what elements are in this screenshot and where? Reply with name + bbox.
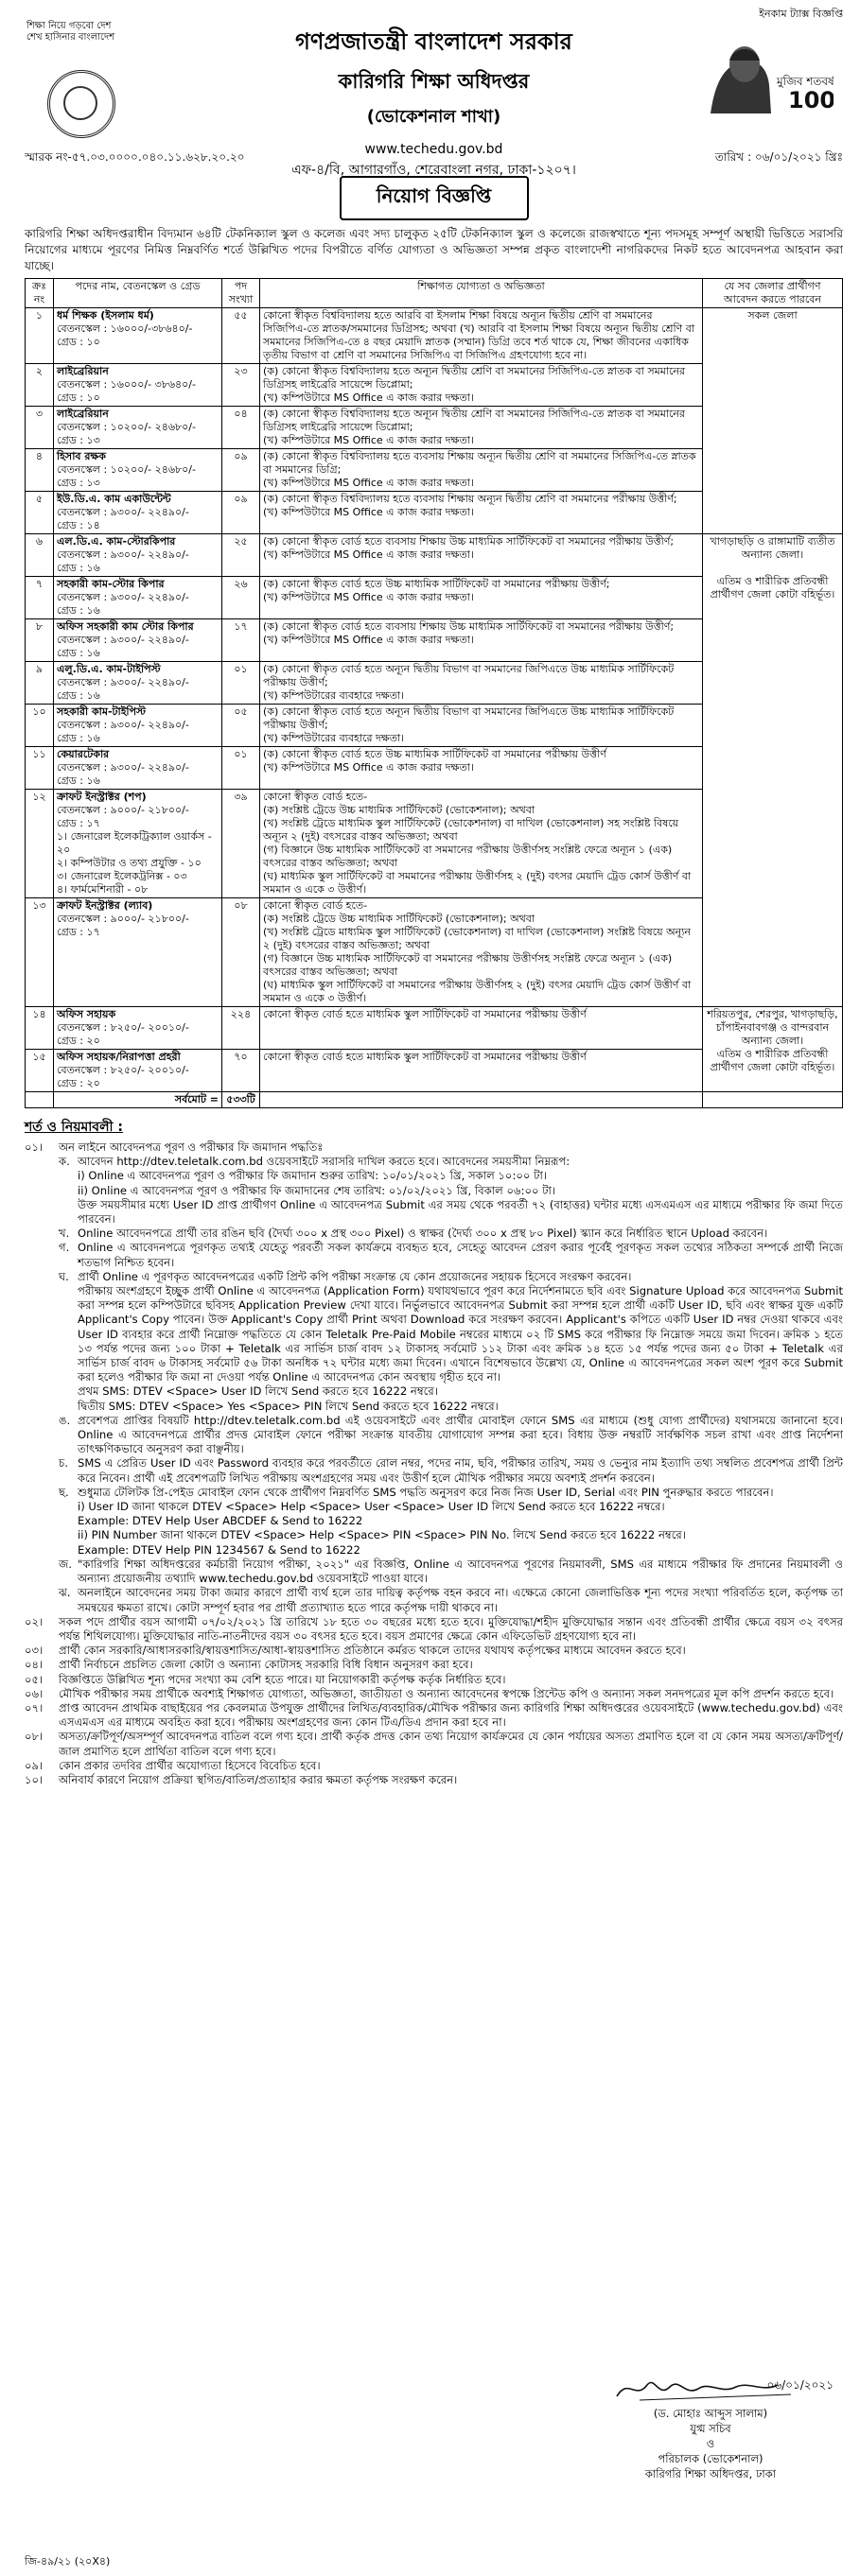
condition-item (25, 1701, 843, 1730)
row-post (54, 449, 222, 492)
condition-number: ০২। (25, 1614, 44, 1628)
slogan-line-2: শেখ হাসিনার বাংলাদেশ (26, 32, 115, 43)
post-name: লাইব্রেরিয়ান (57, 365, 109, 377)
row-count: ০৫ (222, 705, 260, 747)
row-qualification: (ক) কোনো স্বীকৃত বিশ্ববিদ্যালয় হতে ব্যবসায় শিক্ষায় অন্যূন দ্বিতীয় শ্রেণি বা সমমানের পরীক্ষায় উত্তীর্ণ; (খ) কম্পিউটারে MS Office এ কাজ করার দক্ষতা। (260, 492, 703, 534)
row-post (54, 619, 222, 662)
condition-number: ০৪। (25, 1658, 44, 1672)
row-serial: ১৩ (26, 898, 54, 1007)
row-serial: ১১ (26, 747, 54, 790)
post-name: কেয়ারটেকার (57, 748, 110, 760)
row-count: ২৫ (222, 534, 260, 577)
subitem-text: প্রবেশপত্র প্রাপ্তির বিষয়টি http://dtev.teletalk.com.bd এই ওয়েবসাইটে এবং প্রার্থীর মোবাইল ফোনে SMS এর মাধ্যমে (শুধু যোগ্য প্রার্থীদের) যথাসময়ে জানানো হবে। Online এ আবেদনপত্রে প্রার্থীর প্রদত্ত মোবাইল ফোনে পরীক্ষা সংক্রান্ত যাবতীয় যোগাযোগ সম্পন্ন করা হবে। বিধায় উক্ত নম্বরটি সার্বক্ষণিক সচল রাখা এবং প্রাপ্ত নির্দেশনা তাৎক্ষণিকভাবে অনুসরণ করা বাঞ্ছনীয়। (78, 1413, 843, 1456)
condition-number: ০৩। (25, 1644, 44, 1658)
row-count: ৭০ (222, 1050, 260, 1092)
condition-subitem (25, 1227, 843, 1241)
post-scale: বেতনস্কেল : ১৬০০০/-৩৮৬৪০/- গ্রেড : ১০ (57, 322, 193, 348)
post-name: হিসাব রক্ষক (57, 450, 106, 462)
row-post (54, 308, 222, 364)
row-qualification: (ক) কোনো স্বীকৃত বিশ্ববিদ্যালয় হতে অন্যূন দ্বিতীয় শ্রেণি বা সমমানের সিজিপিএ-তে স্নাতক বা সমমানের ডিগ্রিসহ লাইব্রেরি সায়েন্সে ডিপ্লোমা; (খ) কম্পিউটারে MS Office এ কাজ করার দক্ষতা। (260, 364, 703, 407)
post-scale: বেতনস্কেল : ৯০০০/- ২১৮০০/- গ্রেড : ১৭ ১। জেনারেল ইলেকট্রিক্যাল ওয়ার্কস - ২০ ২। কম্পিউটার ও তথ্য প্রযুক্তি - ১০ ৩। জেনারেল ইলেকট্রনিক্স - ০৩ ৪। ফার্মমেশিনারী - ০৮ (57, 804, 212, 896)
memo-number: স্মারক নং-৫৭.০৩.০০০০.০৪০.১১.৬২৮.২০.২০ (25, 150, 245, 164)
row-qualification: কোনো স্বীকৃত বোর্ড হতে মাধ্যমিক স্কুল সার্টিফিকেট বা সমমানের পরীক্ষায় উত্তীর্ণ (260, 1007, 703, 1050)
row-serial: ১২ (26, 790, 54, 898)
condition-subitem (25, 1241, 843, 1269)
condition-item (25, 1687, 843, 1701)
post-name: লাইব্রেরিয়ান (57, 408, 109, 420)
condition-item (25, 1759, 843, 1773)
row-count: ৩৯ (222, 790, 260, 898)
condition-text: অসত্য/ক্রটিপূর্ণ/অসম্পূর্ণ আবেদনপত্র বাতিল বলে গণ্য হবে। প্রার্থী কর্তৃক প্রদত্ত কোন তথ্য নিয়োগ কার্যক্রমের যে কোন পর্যায়ের অসত্য প্রমাণিত হলে বা যে কোন সময় অসত্য/ক্রটিপূর্ণ/জাল প্রমাণিত হলে প্রার্থিতা বাতিল বলে গণ্য হবে। (59, 1730, 843, 1758)
row-count: ২২৪ (222, 1007, 260, 1050)
row-qualification: (ক) কোনো স্বীকৃত বোর্ড হতে অন্যূন দ্বিতীয় বিভাগ বা সমমানের জিপিএতে উচ্চ মাধ্যমিক সার্টিফিকেট পরীক্ষায় উত্তীর্ণ; (খ) কম্পিউটারের ব্যবহারে দক্ষতা। (260, 662, 703, 705)
condition-text: অন লাইনে আবেদনপত্র পূরণ ও পরীক্ষার ফি জমাদান পদ্ধতিঃ (59, 1140, 324, 1154)
post-scale: বেতনস্কেল : ৯৩০০/- ২২৪৯০/- গ্রেড : ১৪ (57, 506, 189, 531)
condition-subitem (25, 1558, 843, 1586)
post-scale: বেতনস্কেল : ৯৩০০/- ২২৪৯০/- গ্রেড : ১৬ (57, 676, 189, 702)
signature-block (588, 2372, 834, 2481)
intro-paragraph: কারিগরি শিক্ষা অধিদপ্তরাধীন বিদ্যমান ৬৪টি টেকনিক্যাল স্কুল ও কলেজ এবং সদ্য চালুকৃত ২৫টি টেকনিক্যাল স্কুল ও কলেজে রাজস্বখাতে শূন্য পদসমূহ সম্পূর্ণ অস্থায়ী ভিত্তিতে সরাসরি নিয়োগের মাধ্যমে পূরণের নিমিত্ত নিম্নবর্ণিত শর্তে উল্লিখিত পদের বিপরীতে বর্ণিত যোগ্যতা ও অভিজ্ঞতা সম্পন্ন প্রকৃত বাংলাদেশী নাগরিকদের নিকট হতে আবেদনপত্র আহবান করা যাচ্ছে। (25, 227, 843, 272)
row-qualification: কোনো স্বীকৃত বোর্ড হতে- (ক) সংশ্লিষ্ট ট্রেডে উচ্চ মাধ্যমিক সার্টিফিকেট (ভোকেশনাল); অথবা (খ) সংশ্লিষ্ট ট্রেডে মাধ্যমিক স্কুল সার্টিফিকেট (ভোকেশনাল) বা দাখিল (ভোকেশনাল) সহ সংশ্লিষ্ট বিষয়ে অন্যূন ২ (দুই) বৎসরের বাস্তব অভিজ্ঞতা; অথবা (গ) বিজ্ঞানে উচ্চ মাধ্যমিক সার্টিফিকেট বা সমমানের পরীক্ষায় উত্তীর্ণসহ সংশ্লিষ্ট ফেত্রে অন্যূন ১ (এক) বৎসরের বাস্তব অভিজ্ঞতা; অথবা (ঘ) মাধ্যমিক স্কুল সার্টিফিকেট বা সমমানের পরীক্ষায় উত্তীর্ণসহ ২ (দুই) বৎসর মেয়াদি ট্রেড কোর্স উত্তীর্ণ বা সমমান ও একে ৩ উত্তীর্ণ। (260, 790, 703, 898)
subitem-letter: চ. (59, 1456, 68, 1471)
department-name: কারিগরি শিক্ষা অধিদপ্তর (338, 70, 530, 93)
subitem-letter: খ. (59, 1227, 70, 1241)
subitem-text: প্রার্থী Online এ পূরণকৃত আবেদনপত্রের একটি প্রিন্ট কপি পরীক্ষা সংক্রান্ত যে কোন প্রয়োজনের সহায়ক হিসেবে সংরক্ষণ করবেন। পরীক্ষায় অংশগ্রহণে ইচ্ছুক প্রার্থী Online এ আবেদনপত্র (Application Form) যথাযথভাবে পূরণ করে নির্দেশনামতে ছবি এবং Signature Upload করে আবেদনপত্র Submit করা সম্পন্ন হলে কম্পিউটারে ছবিসহ Application Preview দেখা যাবে। নির্ভুলভাবে আবেদনপত্র Submit করা সম্পন্ন হলে প্রার্থী একটি User ID, ছবি এবং স্বাক্ষর যুক্ত একটি Applicant's Copy পাবেন। উক্ত Applicant's Copy প্রার্থী Print অথবা Download করে সংরক্ষণ করবেন। Applicant's কপিতে একটি User ID নম্বর দেওয়া থাকবে এবং User ID ব্যবহার করে প্রার্থী নিম্নোক্ত পদ্ধতিতে যে কোন Teletalk Pre-Paid Mobile নম্বরের মাধ্যমে ০২ টি SMS করে পরীক্ষার ফি নিম্নোক্ত সময়ে জমা দিবেন। ক্রমিক ১ হতে ১৩ পর্যন্ত পদের জন্য ১০০ টাকা + Teletalk এর সার্ভিস চার্জ বাবদ ১২ টাকাসহ সর্বমোট ১১২ টাকা এবং ক্রমিক ১৪ হতে ১৫ পর্যন্ত পদের জন্য ৫০ টাকা + Teletalk এর সার্ভিস চার্জ বাবদ ৬ টাকাসহ সর্বমোট ৫৬ টাকা অনধিক ৭২ ঘন্টার মধ্যে জমা দিবেন। এখানে বিশেষভাবে উল্লেখ্য যে, Online এ আবেদনপত্রের সকল অংশ পূরণ করে Submit করা হলেও পরীক্ষার ফি জমা না দেওয়া পর্যন্ত Online এ আবেদনপত্র কোন অবস্থায় গৃহীত হবে না। প্রথম SMS: DTEV <Space> User ID লিখে Send করতে হবে 16222 নম্বরে। দ্বিতীয় SMS: DTEV <Space> Yes <Space> PIN লিখে Send করতে হবে 16222 নম্বরে। (78, 1269, 843, 1413)
post-scale: বেতনস্কেল : ৯৩০০/- ২২৪৯০/- গ্রেড : ১৬ (57, 634, 189, 659)
subitem-text: অনলাইনে আবেদনের সময় টাকা জমার কারণে প্রার্থী ব্যর্থ হলে তার দায়িত্ব কর্তৃপক্ষ বহন করবে না। এক্ষেত্রে কোনো জেলাভিত্তিক শূন্য পদের সংখ্যা পরিবর্তিত হলে, কর্তৃপক্ষ তা সমন্বয়ের ক্ষমতা রাখে। কোটা সম্পূর্ণ হবার পর প্রার্থী প্রত্যাখ্যাত হতে পারে কর্তৃপক্ষ দায়ী থাকবে না। (78, 1586, 843, 1614)
row-count: ০৯ (222, 492, 260, 534)
footer-code: জি-৪৯/২১ (২০X৪) (25, 2555, 111, 2567)
svg-text:100: 100 (788, 87, 834, 113)
total-row (26, 1092, 843, 1108)
row-serial: ৮ (26, 619, 54, 662)
row-post (54, 577, 222, 619)
post-name: ক্রাফট ইনস্ট্রাক্টর (শপ) (57, 791, 147, 803)
conditions-title: শর্ত ও নিয়মাবলী : (25, 1120, 123, 1135)
condition-item (25, 1140, 843, 1155)
condition-number: ০১। (25, 1140, 44, 1154)
condition-text: প্রার্থী নির্বাচনে প্রচলিত জেলা কোটা ও অন্যান্য কোটাসহ সরকারি বিধি বিধান অনুসরণ করা হবে। (59, 1658, 473, 1672)
row-qualification: কোনো স্বীকৃত বোর্ড হতে- (ক) সংশ্লিষ্ট ট্রেডে উচ্চ মাধ্যমিক সার্টিফিকেট (ভোকেশনাল); অথবা (খ) সংশ্লিষ্ট ট্রেডে মাধ্যমিক স্কুল সার্টিফিকেট (ভোকেশনাল) বা দাখিল (ভোকেশনাল) সংশ্লিষ্ট বিষয়ে অন্যূন ২ (দুই) বৎসরের বাস্তব অভিজ্ঞতা; অথবা (গ) বিজ্ঞানে উচ্চ মাধ্যমিক সার্টিফিকেট বা সমমানের পরীক্ষায় উত্তীর্ণসহ সংশ্লিষ্ট ফেত্রে অন্যূন ১ (এক) বৎসরের বাস্তব অভিজ্ঞতা; অথবা (ঘ) মাধ্যমিক স্কুল সার্টিফিকেট বা সমমানের পরীক্ষায় উত্তীর্ণসহ ২ (দুই) বৎসর মেয়াদি ট্রেড কোর্স উত্তীর্ণ বা সমমান ও একে ৩ উত্তীর্ণ। (260, 898, 703, 1007)
condition-number: ০৬। (25, 1686, 44, 1700)
subitem-letter: জ. (59, 1557, 73, 1571)
condition-number: ০৯। (25, 1758, 44, 1772)
condition-subitem (25, 1456, 843, 1485)
districts-group-3: শরিয়তপুর, শেরপুর, খাগড়াছড়ি, চাঁপাইনবাবগঞ্জ ও বান্দরবান অন্যান্য জেলা। এতিম ও শারীরিক প্রতিবন্ধী প্রার্থীগণ জেলা কোটা বহির্ভূত। (703, 1007, 843, 1092)
total-value: ৫৩৩টি (222, 1092, 260, 1108)
condition-item (25, 1658, 843, 1672)
total-label: সর্বমোট = (54, 1092, 222, 1108)
condition-item (25, 1644, 843, 1658)
row-serial: ১ (26, 308, 54, 364)
districts-all: সকল জেলা (703, 308, 843, 534)
post-name: অফিস সহায়ক/নিরাপত্তা প্রহরী (57, 1051, 181, 1063)
condition-text: মৌখিক পরীক্ষার সময় প্রার্থীকে অবশ্যই শিক্ষাগত যোগ্যতা, অভিজ্ঞতা, জাতীয়তা ও অন্যান্য আবেদনের স্বপক্ষে প্রিন্টেড কপি ও অন্যান্য সকল সনদপত্রের মূল কপি প্রদর্শন করতে হবে। (59, 1686, 834, 1700)
post-scale: বেতনস্কেল : ১০২০০/- ২৪৬৮০/- গ্রেড : ১৩ (57, 463, 196, 489)
row-count: ০১ (222, 747, 260, 790)
address: এফ-৪/বি, আগারগাঁও, শেরেবাংলা নগর, ঢাকা-১২০৭। (291, 163, 576, 178)
row-post (54, 534, 222, 577)
row-serial: ১৫ (26, 1050, 54, 1092)
condition-subitem (25, 1486, 843, 1558)
condition-number: ০৫। (25, 1672, 44, 1686)
row-post (54, 1007, 222, 1050)
row-count: ০১ (222, 662, 260, 705)
subitem-letter: ঙ. (59, 1413, 71, 1427)
post-name: ধর্ম শিক্ষক (ইসলাম ধর্ম) (57, 309, 154, 322)
condition-item (25, 1730, 843, 1758)
table-header-row (26, 279, 843, 308)
signatory-title-2: ও (706, 2437, 715, 2450)
subitem-text: শুধুমাত্র টেলিটক প্রি-পেইড মোবাইল ফোন থেকে প্রার্থীগণ নিম্নবর্ণিত SMS পদ্ধতি অনুসরণ করে নিজ নিজ User ID, Serial এবং PIN পুনরুদ্ধার করতে পারবেন। i) User ID জানা থাকলে DTEV <Space> Help <Space> User <Space> User ID লিখে Send করতে হবে 16222 নম্বরে। Example: DTEV Help User ABCDEF & Send to 16222 ii) PIN Number জানা থাকলে DTEV <Space> Help <Space> PIN <Space> PIN No. লিখে Send করতে হবে 16222 নম্বরে। Example: DTEV Help PIN 1234567 & Send to 16222 (78, 1485, 774, 1557)
condition-number: ১০। (25, 1772, 44, 1786)
col-post: পদের নাম, বেতনস্কেল ও গ্রেড (54, 279, 222, 308)
row-count: ০৮ (222, 898, 260, 1007)
post-name: অফিস সহকারী কাম স্টোর কিপার (57, 620, 194, 633)
website[interactable]: www.techedu.gov.bd (364, 142, 503, 157)
subitem-letter: ঝ. (59, 1586, 71, 1600)
row-qualification: কোনো স্বীকৃত বোর্ড হতে মাধ্যমিক স্কুল সার্টিফিকেট বা সমমানের পরীক্ষায় উত্তীর্ণ (260, 1050, 703, 1092)
row-serial: ১৪ (26, 1007, 54, 1050)
mujib-centenary-logo (701, 40, 834, 117)
slogan-line-1: শিক্ষা নিয়ে গড়বো দেশ (26, 21, 112, 31)
row-qualification: (ক) কোনো স্বীকৃত বিশ্ববিদ্যালয় হতে ব্যবসায় শিক্ষায় অন্যূন দ্বিতীয় শ্রেণি বা সমমানের সিজিপিএ-তে স্নাতক বা সমমানের ডিগ্রি; (খ) কম্পিউটারে MS Office এ কাজ করার দক্ষতা। (260, 449, 703, 492)
row-post (54, 662, 222, 705)
header (25, 19, 843, 178)
row-qualification: (ক) কোনো স্বীকৃত বোর্ড হতে ব্যবসায় শিক্ষায় উচ্চ মাধ্যমিক সার্টিফিকেট বা সমমানের পরীক্ষায় উত্তীর্ণ; (খ) কম্পিউটারে MS Office এ কাজ করার দক্ষতা। (260, 619, 703, 662)
condition-number: ০৮। (25, 1730, 44, 1744)
subitem-text: Online আবেদনপত্রে প্রার্থী তার রঙিন ছবি (দৈর্ঘ্য ৩০০ x প্রস্থ ৩০০ Pixel) ও স্বাক্ষর (দৈর্ঘ্য ৩০০ x প্রস্থ ৮০ Pixel) স্ক্যান করে নির্ধারিত স্থানে Upload করবেন। (78, 1227, 768, 1241)
condition-text: কোন প্রকার তদবির প্রার্থীর অযোগ্যতা হিসেবে বিবেচিত হবে। (59, 1758, 321, 1772)
conditions-list (25, 1140, 843, 1787)
memo-date: তারিখ : ০৬/০১/২০২১ খ্রিঃ (714, 150, 843, 164)
row-post (54, 790, 222, 898)
col-qualification: শিক্ষাগত যোগ্যতা ও অভিজ্ঞতা (260, 279, 703, 308)
post-name: অফিস সহায়ক (57, 1008, 116, 1020)
post-scale: বেতনস্কেল : ১৬০০০/- ৩৮৬৪০/- গ্রেড : ১০ (57, 378, 196, 404)
row-post (54, 898, 222, 1007)
subitem-text: Online এ আবেদনপত্রে পূরণকৃত তথ্যই যেহেতু পরবর্তী সকল কার্যক্রমে ব্যবহৃত হবে, সেহেতু আবেদন প্রেরণ করার পূর্বেই পূরণকৃত সকল তথ্যের সঠিকতা সম্পর্কে প্রার্থী নিজে শতভাগ নিশ্চিত হবেন। (78, 1241, 843, 1269)
post-scale: বেতনস্কেল : ৮২৫০/- ২০০১০/- গ্রেড : ২০ (57, 1021, 189, 1047)
row-post (54, 747, 222, 790)
condition-subitem (25, 1270, 843, 1414)
row-qualification: (ক) কোনো স্বীকৃত বোর্ড হতে উচ্চ মাধ্যমিক সার্টিফিকেট বা সমমানের পরীক্ষায় উত্তীর্ণ; (খ) কম্পিউটারে MS Office এ কাজ করার দক্ষতা। (260, 577, 703, 619)
row-qualification: (ক) কোনো স্বীকৃত বোর্ড হতে উচ্চ মাধ্যমিক সার্টিফিকেট বা সমমানের পরীক্ষায় উত্তীর্ণ (খ) কম্পিউটারে MS Office এ কাজ করার দক্ষতা। (260, 747, 703, 790)
condition-number: ০৭। (25, 1700, 44, 1714)
portrait-caption: মুজিব শতবর্ষ (777, 75, 834, 88)
row-qualification: (ক) কোনো স্বীকৃত বোর্ড হতে অন্যূন দ্বিতীয় বিভাগ বা সমমানের জিপিএতে উচ্চ মাধ্যমিক সার্টিফিকেট পরীক্ষায় উত্তীর্ণ; (খ) কম্পিউটারের ব্যবহারে দক্ষতা। (260, 705, 703, 747)
post-name: সহকারী কাম-স্টোর কিপার (57, 578, 165, 590)
condition-subitem (25, 1155, 843, 1227)
row-post (54, 364, 222, 407)
post-scale: বেতনস্কেল : ৯০০০/- ২১৮০০/- গ্রেড : ১৭ (57, 913, 189, 938)
row-post (54, 492, 222, 534)
government-name: গণপ্রজাতন্ত্রী বাংলাদেশ সরকার (295, 28, 572, 55)
col-serial: ক্রঃ নং (26, 279, 54, 308)
row-count: ১৭ (222, 619, 260, 662)
row-qualification: (ক) কোনো স্বীকৃত বিশ্ববিদ্যালয় হতে অন্যূন দ্বিতীয় শ্রেণি বা সমমানের সিজিপিএ-তে স্নাতক বা সমমানের ডিগ্রিসহ লাইব্রেরি সায়েন্সে ডিপ্লোমা; (খ) কম্পিউটারে MS Office এ কাজ করার দক্ষতা। (260, 407, 703, 449)
condition-item (25, 1673, 843, 1687)
row-serial: ৬ (26, 534, 54, 577)
post-name: ইউ.ডি.এ. কাম একাউন্টেন্ট (57, 493, 171, 505)
row-count: ০৪ (222, 407, 260, 449)
signature-date: ০৬/০১/২০২১ (766, 2378, 834, 2392)
row-qualification: (ক) কোনো স্বীকৃত বোর্ড হতে ব্যবসায় শিক্ষায় উচ্চ মাধ্যমিক সার্টিফিকেট বা সমমানের পরীক্ষায় উত্তীর্ণ; (খ) কম্পিউটারে MS Office এ কাজ করার দক্ষতা। (260, 534, 703, 577)
condition-item (25, 1615, 843, 1644)
branch-name: (ভোকেশনাল শাখা) (366, 107, 501, 127)
post-scale: বেতনস্কেল : ৯৩০০/- ২২৪৯০/- গ্রেড : ১৬ (57, 761, 189, 787)
post-scale: বেতনস্কেল : ৯৩০০/- ২২৪৯০/- গ্রেড : ১৬ (57, 719, 189, 744)
post-name: সহকারী কাম-টাইপিস্ট (57, 705, 147, 718)
subitem-letter: ঘ. (59, 1269, 69, 1283)
signatory-title-1: যুগ্ম সচিব (690, 2422, 731, 2435)
subitem-letter: ছ. (59, 1485, 69, 1499)
post-scale: বেতনস্কেল : ৯৩০০/- ২২৪৯০/- গ্রেড : ১৬ (57, 548, 189, 574)
posts-table (25, 278, 843, 1108)
subitem-text: আবেদন http://dtev.teletalk.com.bd ওয়েবসাইটে সরাসরি দাখিল করতে হবে। আবেদনের সময়সীমা নিম্নরূপ: i) Online এ আবেদনপত্র পূরণ ও পরীক্ষার ফি জমাদান শুরুর তারিখ: ১০/০১/২০২১ খ্রি, সকাল ১০:০০ টা। ii) Online এ আবেদনপত্র পূরণ ও পরীক্ষার ফি জমাদানের শেষ তারিখ: ০১/০২/২০২১ খ্রি, বিকাল ০৬:০০ টা। উক্ত সময়সীমার মধ্যে User ID প্রাপ্ত প্রার্থীগণ Online এ আবেদনপত্র Submit এর সময় থেকে পরবর্তী ৭২ (বাহাত্তর) ঘন্টার মধ্যে এসএমএস এর মাধ্যমে পরীক্ষার ফি জমা দিতে পারবেন। (78, 1155, 843, 1227)
row-serial: ৪ (26, 449, 54, 492)
post-scale: বেতনস্কেল : ৮২৫০/- ২০০১০/- গ্রেড : ২০ (57, 1064, 189, 1089)
row-count: ০৯ (222, 449, 260, 492)
row-serial: ৫ (26, 492, 54, 534)
row-serial: ২ (26, 364, 54, 407)
signatory-name: (ড. মোহাঃ আব্দুস সালাম) (653, 2407, 768, 2420)
condition-text: বিজ্ঞপ্তিতে উল্লিখিত শূন্য পদের সংখ্যা কম বেশি হতে পারে। যা নিয়োগকারী কর্তৃপক্ষ কর্তৃক নির্ধারিত হবে। (59, 1672, 506, 1686)
col-count: পদ সংখ্যা (222, 279, 260, 308)
row-post (54, 705, 222, 747)
row-count: ৫৫ (222, 308, 260, 364)
notice-title: নিয়োগ বিজ্ঞপ্তি (340, 176, 529, 220)
signatory-title-4: কারিগরি শিক্ষা অধিদপ্তর, ঢাকা (644, 2467, 777, 2480)
subitem-text: "কারিগরি শিক্ষা অধিদপ্তরের কর্মচারী নিয়োগ পরীক্ষা, ২০২১" এর বিজ্ঞপ্তি, Online এ আবেদনপত্র পূরণের নিয়মাবলী, SMS এর মাধ্যমে পরীক্ষার ফি প্রদানের নিয়মাবলী ও অন্যান্য প্রয়োজনীয় তথ্যাদি www.techedu.gov.bd ওয়েবসাইটে পাওয়া যাবে। (78, 1557, 843, 1586)
subitem-letter: গ. (59, 1241, 70, 1255)
condition-text: প্রাপ্ত আবেদন প্রাথমিক বাছাইয়ের পর কেবলমাত্র উপযুক্ত প্রার্থীদের লিখিত/ব্যবহারিক/মৌখিক পরীক্ষার জন্য কারিগরি শিক্ষা অধিদপ্তরের ওয়েবসাইটে (www.techedu.gov.bd) এবং এসএমএস এর মাধ্যমে অবহিত করা হবে। পরীক্ষায় অংশগ্রহণের জন্য কোন টিএ/ডিএ প্রদান করা হবে না। (59, 1700, 843, 1730)
districts-group-2: খাগড়াছড়ি ও রাঙ্গামাটি ব্যতীত অন্যান্য জেলা। এতিম ও শারীরিক প্রতিবন্ধী প্রার্থীগণ জেলা কোটা বহির্ভূত। (703, 534, 843, 1007)
row-post (54, 407, 222, 449)
row-serial: ৭ (26, 577, 54, 619)
top-right-note: ইনকাম ট্যাক্স বিজ্ঞপ্তি (759, 8, 843, 20)
row-serial: ১০ (26, 705, 54, 747)
signatory-title-3: পরিচালক (ভোকেশনাল) (658, 2452, 763, 2465)
condition-text: প্রার্থী কোন সরকারি/আধাসরকারি/স্বায়ত্তশাসিত/আধা-স্বায়ত্তশাসিত প্রতিষ্ঠানে কর্মরত থাকলে তাদের যথাযথ কর্তৃপক্ষের মাধ্যমে আবেদন করতে হবে। (59, 1644, 686, 1658)
row-post (54, 1050, 222, 1092)
post-name: ক্রাফট ইনস্ট্রাক্টর (ল্যাব) (57, 899, 153, 912)
col-districts: যে সব জেলার প্রার্থীগণ আবেদন করতে পারবেন (703, 279, 843, 308)
condition-item (25, 1773, 843, 1787)
row-serial: ৯ (26, 662, 54, 705)
condition-subitem (25, 1414, 843, 1457)
row-serial: ৩ (26, 407, 54, 449)
condition-subitem (25, 1586, 843, 1614)
condition-text: সকল পদে প্রার্থীর বয়স আগামী ০৭/০২/২০২১ খ্রি তারিখে ১৮ হতে ৩০ বছরের মধ্যে হতে হবে। মুক্তিযোদ্ধা/শহীদ মুক্তিযোদ্ধার সন্তান এবং প্রতিবন্ধী প্রার্থীর ক্ষেত্রে বয়স ৩২ বৎসর পর্যন্ত শিথিলযোগ্য। মুক্তিযোদ্ধার নাতি-নাতনীদের বয়স ৩০ বৎসর হতে হবে। বয়স প্রমাণের ক্ষেত্রে কোন এফিডেভিট গ্রহণযোগ্য হবে না। (59, 1614, 843, 1643)
subitem-letter: ক. (59, 1155, 70, 1169)
post-name: এলু.ডি.এ. কাম-টাইপিস্ট (57, 663, 161, 675)
post-name: এল.ডি.এ. কাম-স্টোরকিপার (57, 535, 176, 548)
row-count: ২৩ (222, 364, 260, 407)
condition-text: অনিবার্য কারণে নিয়োগ প্রক্রিয়া স্থগিত/বাতিল/প্রত্যাহার করার ক্ষমতা কর্তৃপক্ষ সংরক্ষণ করেন। (59, 1772, 458, 1786)
table-row (26, 308, 843, 364)
post-scale: বেতনস্কেল : ১০২০০/- ২৪৬৮০/- গ্রেড : ১৩ (57, 421, 196, 446)
post-scale: বেতনস্কেল : ৯৩০০/- ২২৪৯০/- গ্রেড : ১৬ (57, 591, 189, 617)
row-qualification: কোনো স্বীকৃত বিশ্ববিদ্যালয় হতে আরবি বা ইসলাম শিক্ষা বিষয়ে অন্যূন দ্বিতীয় শ্রেণি বা সমমানের সিজিপিএ-তে স্নাতক/সমমানের ডিগ্রিসহ; অথবা (খ) আরবি বা ইসলাম শিক্ষা বিষয়ে অন্যূন দ্বিতীয় শ্রেণি বা সমমানের সিজিপিএ-তে ৪ বছর মেয়াদি স্নাতক (সম্মান) ডিগ্রি তবে শর্ত থাকে যে, শিক্ষা জীবনের একাধিক তৃতীয় বিভাগ বা শ্রেণি বা সমমানের সিজিপিএ বা সিজিপিএ গ্রহণযোগ্য হবে না। (260, 308, 703, 364)
subitem-text: SMS এ প্রেরিত User ID এবং Password ব্যবহার করে পরবর্তীতে রোল নম্বর, পদের নাম, ছবি, পরীক্ষার তারিখ, সময় ও ভেন্যুর নাম ইত্যাদি তথ্য সম্বলিত প্রবেশপত্র প্রার্থী প্রিন্ট করে নিবেন। প্রার্থী এই প্রবেশপত্রটি লিখিত পরীক্ষায় অংশগ্রহণের সময় এবং উত্তীর্ণ হলে মৌখিক পরীক্ষার সময়ে অবশ্যই প্রদর্শন করবেন। (78, 1456, 843, 1485)
table-row (26, 1007, 843, 1050)
table-row (26, 534, 843, 577)
row-count: ২৬ (222, 577, 260, 619)
